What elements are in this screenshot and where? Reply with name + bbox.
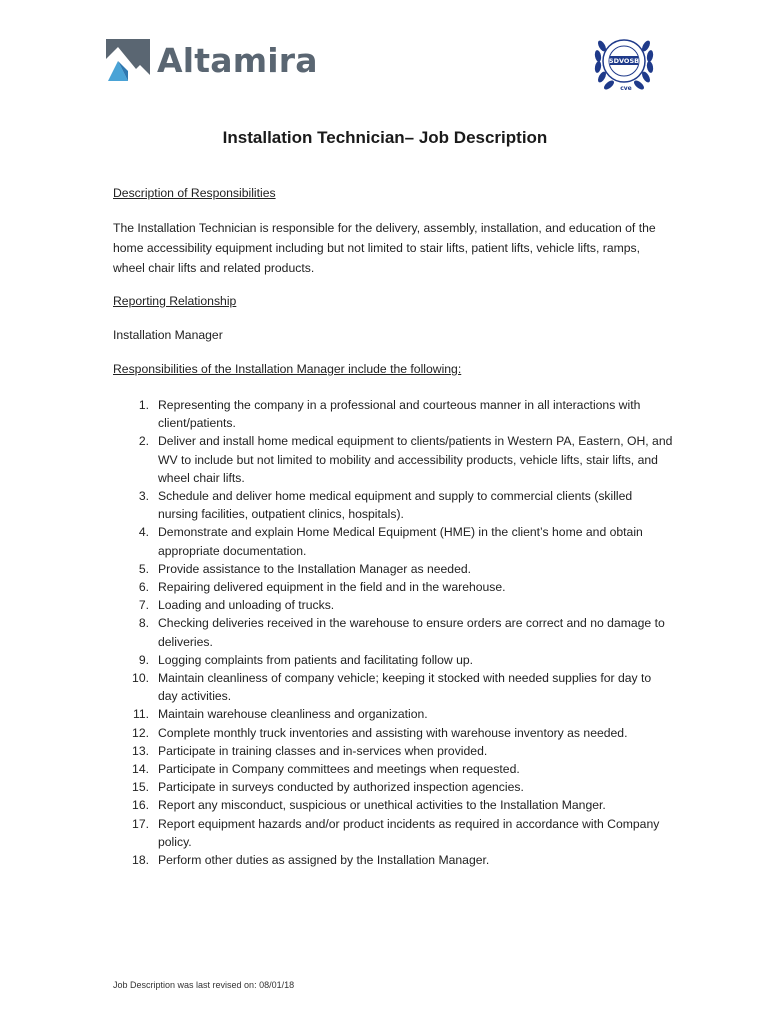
responsibility-item <box>113 778 673 796</box>
logo-text: Altamira <box>157 40 318 80</box>
responsibility-item <box>113 851 673 869</box>
item-number: 5. <box>138 561 149 576</box>
item-number: 2. <box>138 434 149 449</box>
seal-text: SDVOSB <box>608 57 640 65</box>
item-number: 8. <box>138 616 149 631</box>
responsibility-item <box>113 796 673 814</box>
item-text: Deliver and install home medical equipment to clients/patients in Western PA, Eastern, OH, and WV to include but not limited to mobility and accessibility products, vehicle lifts, stair lifts, and wheel chair lifts. <box>158 434 673 485</box>
item-text: Perform other duties as assigned by the Installation Manager. <box>158 853 490 868</box>
item-text: Report any misconduct, suspicious or unethical activities to the Installation Manger. <box>158 798 606 813</box>
responsibility-item <box>113 815 673 851</box>
responsibility-item <box>113 614 673 650</box>
item-number: 6. <box>138 580 149 595</box>
item-text: Representing the company in a professional and courteous manner in all interactions with client/patients. <box>158 398 641 431</box>
responsibility-item <box>113 724 673 742</box>
item-number: 9. <box>138 652 149 667</box>
responsibility-item <box>113 432 673 487</box>
item-text: Maintain cleanliness of company vehicle; keeping it stocked with needed supplies for day to day activities. <box>158 671 652 704</box>
reporting-heading: Reporting Relationship <box>113 294 237 308</box>
item-text: Schedule and deliver home medical equipment and supply to commercial clients (skilled nursing facilities, outpatient clinics, hospitals). <box>158 489 633 522</box>
responsibility-item <box>113 760 673 778</box>
responsibility-item <box>113 669 673 705</box>
company-logo <box>106 38 318 82</box>
responsibility-item <box>113 705 673 723</box>
item-number: 10. <box>132 671 149 686</box>
item-number: 12. <box>132 725 149 740</box>
item-number: 17. <box>132 816 149 831</box>
item-number: 3. <box>138 489 149 504</box>
responsibility-item <box>113 578 673 596</box>
altamira-logo-icon <box>106 39 150 81</box>
item-text: Repairing delivered equipment in the field and in the warehouse. <box>158 580 506 595</box>
responsibility-item <box>113 742 673 760</box>
responsibility-item <box>113 523 673 559</box>
item-number: 11. <box>132 707 149 722</box>
item-number: 16. <box>132 798 149 813</box>
description-text: The Installation Technician is responsible for the delivery, assembly, installation, and education of the home accessibility equipment including but not limited to stair lifts, patient lifts, vehicle lifts, ramps, wheel chair lifts and related products. <box>113 221 656 275</box>
item-text: Loading and unloading of trucks. <box>158 598 335 613</box>
responsibility-item <box>113 560 673 578</box>
sdvosb-seal-icon <box>593 28 655 94</box>
responsibility-item <box>113 596 673 614</box>
reporting-text: Installation Manager <box>113 328 223 342</box>
item-number: 4. <box>138 525 149 540</box>
item-text: Checking deliveries received in the warehouse to ensure orders are correct and no damage to deliveries. <box>158 616 665 649</box>
responsibilities-list <box>113 396 673 869</box>
item-number: 13. <box>132 743 149 758</box>
responsibility-item <box>113 396 673 432</box>
item-number: 14. <box>132 762 149 777</box>
item-text: Report equipment hazards and/or product incidents as required in accordance with Company policy. <box>158 816 660 849</box>
item-text: Participate in training classes and in-services when provided. <box>158 743 488 758</box>
item-number: 1. <box>138 398 149 412</box>
description-heading: Description of Responsibilities <box>113 186 276 200</box>
item-number: 18. <box>132 853 149 868</box>
item-number: 7. <box>138 598 149 613</box>
responsibility-item <box>113 487 673 523</box>
item-text: Maintain warehouse cleanliness and organization. <box>158 707 428 722</box>
revision-footer: Job Description was last revised on: 08/01/18 <box>113 980 295 990</box>
item-text: Demonstrate and explain Home Medical Equipment (HME) in the client’s home and obtain appropriate documentation. <box>158 525 643 558</box>
responsibility-item <box>113 651 673 669</box>
responsibilities-heading: Responsibilities of the Installation Manager include the following: <box>113 362 462 376</box>
page-title: Installation Technician– Job Description <box>222 128 548 147</box>
item-number: 15. <box>132 780 149 795</box>
seal-cve-text: cve <box>620 85 632 92</box>
item-text: Complete monthly truck inventories and assisting with warehouse inventory as needed. <box>158 725 628 740</box>
item-text: Logging complaints from patients and facilitating follow up. <box>158 652 474 667</box>
item-text: Participate in surveys conducted by authorized inspection agencies. <box>158 780 524 795</box>
item-text: Provide assistance to the Installation Manager as needed. <box>158 561 472 576</box>
item-text: Participate in Company committees and meetings when requested. <box>158 762 520 777</box>
